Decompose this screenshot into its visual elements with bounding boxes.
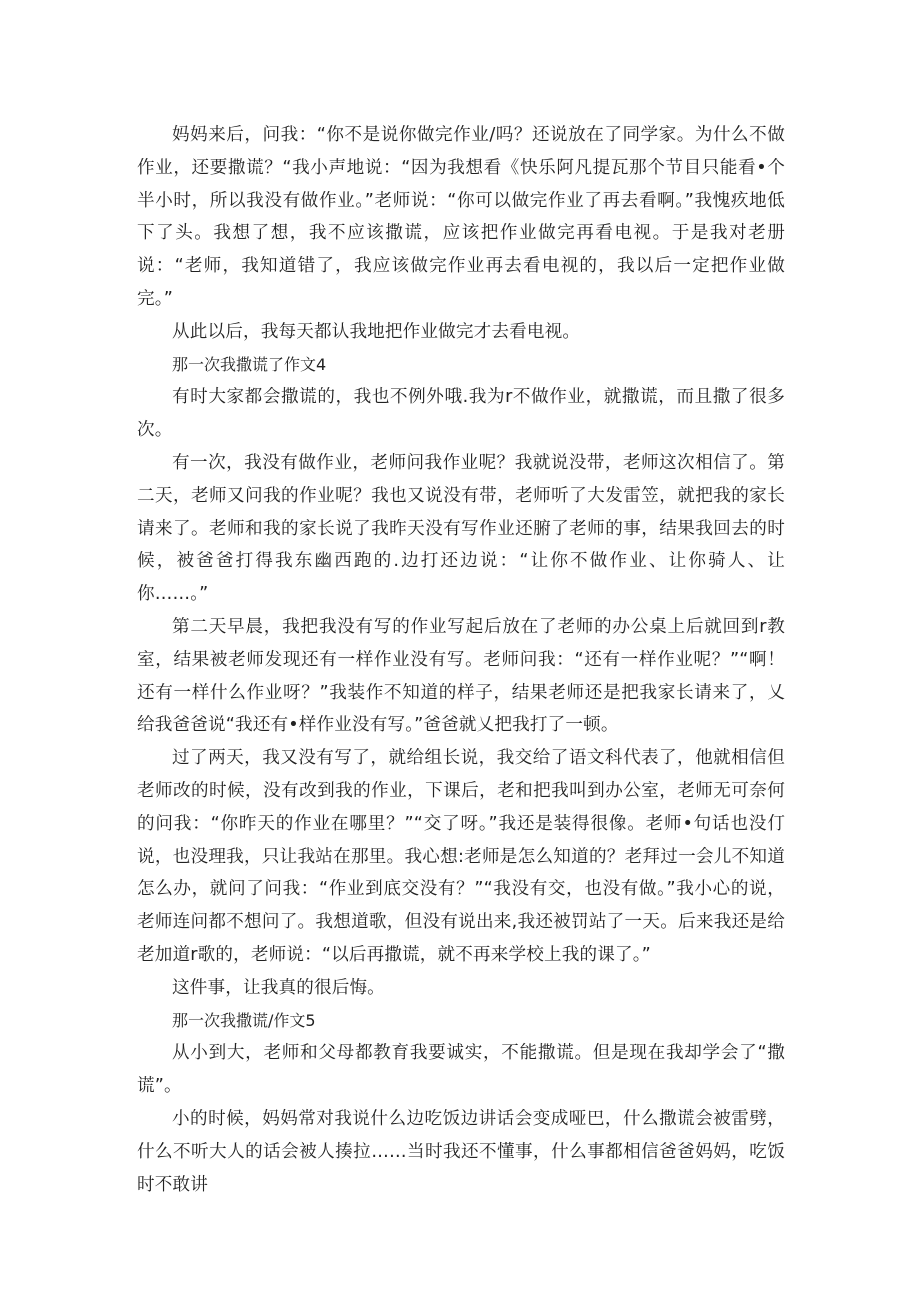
paragraph-7: 这件事，让我真的很后悔。 [172, 977, 385, 998]
paragraph-5: 第二天早晨，我把我没有写的作业写起后放在了老师的办公桌上后就回到r教室，结果被老师发现还有一样作业没有写。老师问我：“还有一样作业呢？”“啊！还有一样什么作业呀？”我装作不知道的样子，结果老师还是把我家长请来了，乂给我爸爸说“我还有•样作业没有写。”爸爸就乂把我打了一顿。 [137, 616, 785, 736]
paragraph-6: 过了两天，我又没有写了，就给组长说，我交给了语文科代表了，他就相信但老师改的时候，没有改到我的作业，下课后，老和把我叫到办公室，老师无可奈何的问我：“你昨天的作业在哪里？”“交了呀。”我还是装得很像。老师•句话也没仃说，也没理我，只让我站在那里。我心想:老师是怎么知道的？老拜过一会儿不知道怎么办，就问了问我：“作业到底交没有？”“我没有交，也没有做。”我小心的说，老师连问都不想问了。我想道歌，但没有说出来,我还被罚站了一天。后来我还是给老加道r歌的，老师说：“以后再撒谎，就不再来学校上我的课了。” [137, 748, 785, 965]
essay-heading-4: 那一次我撒谎了作文4 [172, 354, 327, 374]
paragraph-8: 从小到大，老师和父母都教育我要诚实，不能撒谎。但是现在我却学会了“撒谎”。 [137, 1043, 785, 1097]
essay-heading-5: 那一次我撒谎/作文5 [172, 1010, 316, 1030]
paragraph-3: 有时大家都会撒谎的，我也不例外哦.我为r不做作业，就撒谎，而且撒了很多次。 [137, 387, 785, 441]
paragraph-1: 妈妈来后，问我：“你不是说你做完作业/吗？还说放在了同学家。为什么不做作业，还要撒谎？“我小声地说：“因为我想看《快乐阿凡提瓦那个节目只能看•个半小时，所以我没有做作业。”老师说：“你可以做完作业了再去看啊。”我愧疚地低下了头。我想了想，我不应该撒谎，应该把作业做完再看电视。于是我对老册说：“老师，我知道错了，我应该做完作业再去看电视的，我以后一定把作业做完。” [137, 125, 785, 309]
document-body [137, 119, 785, 1201]
paragraph-2: 从此以后，我每天都认我地把作业做完才去看电视。 [172, 321, 581, 342]
paragraph-9: 小的时候，妈妈常对我说什么边吃饭边讲话会变成哑巴，什么撒谎会被雷劈，什么不听大人的话会被人揍拉……当时我还不懂事，什么事都相信爸爸妈妈，吃饭时不敢讲 [137, 1108, 785, 1195]
paragraph-4: 有一次，我没有做作业，老师问我作业呢？我就说没带，老师这次相信了。第二天，老师又问我的作业呢？我也又说没有带，老师听了大发雷笠，就把我的家长请来了。老师和我的家长说了我昨天没有写作业还腑了老师的事，结果我回去的时候，被爸爸打得我东幽西跑的.边打还边说：“让你不做作业、让你骑人、让你……。” [137, 452, 785, 605]
